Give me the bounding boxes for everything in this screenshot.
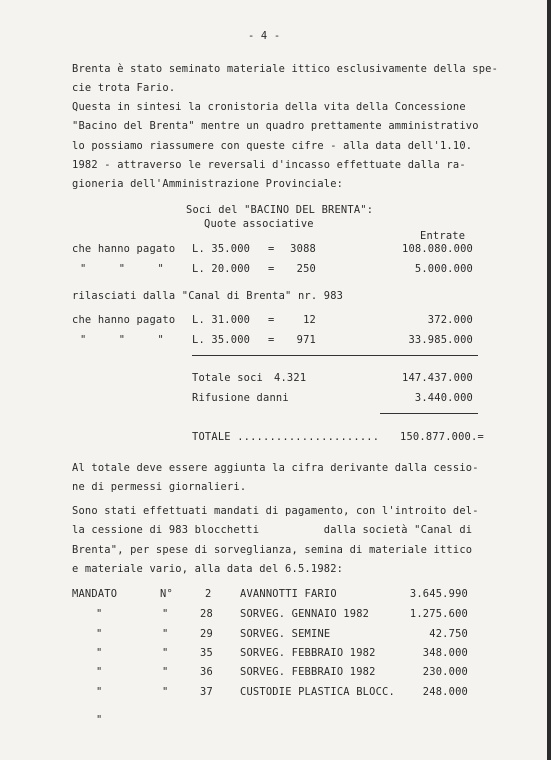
mandato-col1: " xyxy=(96,628,103,640)
mandato-col2: " xyxy=(162,666,169,678)
trailing-mark: " xyxy=(96,714,103,726)
totale-soci-count: 4.321 xyxy=(274,372,307,384)
totale-soci-amount: 147.437.000 xyxy=(401,372,473,384)
rule-divider xyxy=(380,413,478,414)
mandato-num: 28 xyxy=(200,608,213,620)
mandato-num: 35 xyxy=(200,647,213,659)
rule-divider xyxy=(192,355,478,356)
mandato-desc: SORVEG. GENNAIO 1982 xyxy=(240,608,370,620)
para2-line-1: Al totale deve essere aggiunta la cifra derivante dalla cessio- xyxy=(72,462,479,474)
mandato-desc: CUSTODIE PLASTICA BLOCC. xyxy=(240,686,395,698)
intro-line-7: gioneria dell'Amministrazione Provinciale: xyxy=(72,178,344,190)
mandato-col1: " xyxy=(96,647,103,659)
entrate-header: Entrate xyxy=(420,230,466,242)
rifusione-amount: 3.440.000 xyxy=(414,392,473,404)
row-eq: = xyxy=(268,243,275,255)
totale-amount: 150.877.000.= xyxy=(400,431,484,443)
mandato-num: 37 xyxy=(200,686,213,698)
mandato-num: 29 xyxy=(200,628,213,640)
intro-line-4: "Bacino del Brenta" mentre un quadro prettamente amministrativo xyxy=(72,120,479,132)
mandato-desc: SORVEG. FEBBRAIO 1982 xyxy=(240,647,376,659)
row-price: L. 35.000 xyxy=(192,334,251,346)
row-count: 971 xyxy=(296,334,316,346)
mandato-amount: 248.000 xyxy=(422,686,468,698)
row-price: L. 31.000 xyxy=(192,314,251,326)
mandato-col2: " xyxy=(162,686,169,698)
row-label: che hanno pagato xyxy=(72,314,176,326)
row-eq: = xyxy=(268,263,275,275)
mandato-amount: 230.000 xyxy=(422,666,468,678)
intro-line-5: lo possiamo riassumere con queste cifre - alla data dell'1.10. xyxy=(72,140,473,152)
mandato-desc: SORVEG. FEBBRAIO 1982 xyxy=(240,666,376,678)
mandato-num: 2 xyxy=(205,588,212,600)
row-price: L. 20.000 xyxy=(192,263,251,275)
row-price: L. 35.000 xyxy=(192,243,251,255)
intro-line-1: Brenta è stato seminato materiale ittico esclusivamente della spe- xyxy=(72,63,499,75)
mandato-col1: " xyxy=(96,608,103,620)
mandato-desc: SORVEG. SEMINE xyxy=(240,628,331,640)
mandato-num: 36 xyxy=(200,666,213,678)
row-label: " " " xyxy=(80,334,164,346)
row-amount: 5.000.000 xyxy=(414,263,473,275)
para3-line-2: la cessione di 983 blocchetti dalla società "Canal di xyxy=(72,524,473,536)
para3-line-4: e materiale vario, alla data del 6.5.1982: xyxy=(72,563,344,575)
mandato-desc: AVANNOTTI FARIO xyxy=(240,588,337,600)
mandato-amount: 3.645.990 xyxy=(409,588,468,600)
page-number: - 4 - xyxy=(248,30,281,42)
canal-line: rilasciati dalla "Canal di Brenta" nr. 983 xyxy=(72,290,344,302)
para2-line-2: ne di permessi giornalieri. xyxy=(72,481,247,493)
row-label: " " " xyxy=(80,263,164,275)
mandato-col1: " xyxy=(96,666,103,678)
mandato-col2: " xyxy=(162,608,169,620)
para3-line-3: Brenta", per spese di sorveglianza, semina di materiale ittico xyxy=(72,544,473,556)
rifusione-label: Rifusione danni xyxy=(192,392,289,404)
mandato-amount: 42.750 xyxy=(429,628,468,640)
row-label: che hanno pagato xyxy=(72,243,176,255)
mandato-col2: " xyxy=(162,647,169,659)
row-amount: 33.985.000 xyxy=(408,334,473,346)
table-title: Soci del "BACINO DEL BRENTA": xyxy=(186,204,374,216)
mandato-col2: N° xyxy=(160,588,173,600)
intro-line-2: cie trota Fario. xyxy=(72,82,176,94)
table-subtitle: Quote associative xyxy=(204,218,314,230)
intro-line-6: 1982 - attraverso le reversali d'incasso effettuate dalla ra- xyxy=(72,159,466,171)
row-amount: 372.000 xyxy=(427,314,473,326)
para3-line-1: Sono stati effettuati mandati di pagamento, con l'introito del- xyxy=(72,505,479,517)
mandato-amount: 348.000 xyxy=(422,647,468,659)
totale-soci-label: Totale soci xyxy=(192,372,264,384)
mandato-col1: " xyxy=(96,686,103,698)
intro-line-3: Questa in sintesi la cronistoria della vita della Concessione xyxy=(72,101,466,113)
row-eq: = xyxy=(268,314,275,326)
scan-edge xyxy=(547,0,551,760)
row-eq: = xyxy=(268,334,275,346)
mandato-col1: MANDATO xyxy=(72,588,118,600)
row-count: 3088 xyxy=(290,243,316,255)
totale-label: TOTALE ...................... xyxy=(192,431,380,443)
row-count: 12 xyxy=(303,314,316,326)
mandato-col2: " xyxy=(162,628,169,640)
row-amount: 108.080.000 xyxy=(401,243,473,255)
mandato-amount: 1.275.600 xyxy=(409,608,468,620)
row-count: 250 xyxy=(296,263,316,275)
